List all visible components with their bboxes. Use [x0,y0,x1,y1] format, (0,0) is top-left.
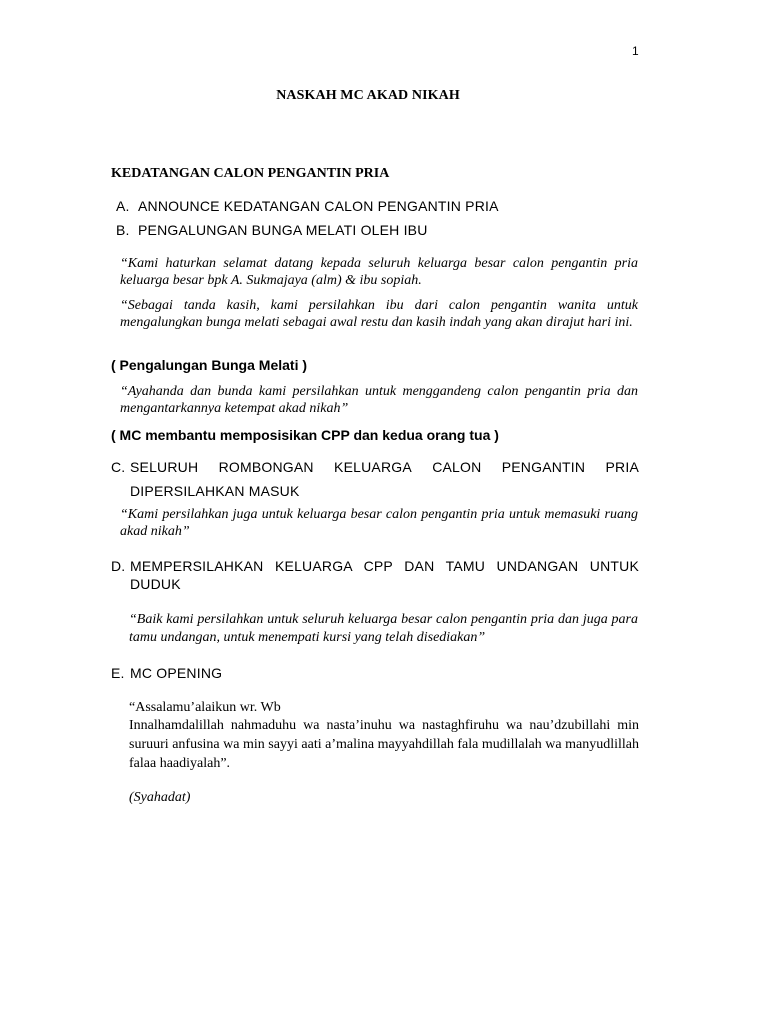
list-item-d-line1: MEMPERSILAHKAN KELUARGA CPP DAN TAMU UNDANGAN UNTUK [130,558,639,574]
list-item-d-letter: D. [111,558,126,574]
page-title-text: NASKAH MC AKAD NIKAH [276,88,460,103]
item-a-letter: A. [116,198,130,214]
list-item-e-letter: E. [111,665,125,681]
note-mc-position: ( MC membantu memposisikan CPP dan kedua orang tua ) [111,427,499,443]
list-item-c-line2: DIPERSILAHKAN MASUK [130,483,300,499]
quote-mother-invite: “Sebagai tanda kasih, kami persilahkan ibu dari calon pengantin wanita untuk mengalungkan bunga melati sebagai awal restu dan kasih indah yang akan dirajut hari ini. [120,298,638,330]
list-item-c-line1 [130,459,639,475]
page-number: 1 [632,44,639,58]
note-pengalungan: ( Pengalungan Bunga Melati ) [111,357,308,373]
item-c-word: KELUARGA [334,459,412,475]
list-item-e-text: MC OPENING [130,665,223,681]
list-item-b [116,222,428,238]
opening-prayer: Innalhamdalillah nahmaduhu wa nasta’inuhu wa nastaghfiruhu wa nau’dzubillahi min suruuri anfusina wa min sayyi aati a’malina mayyahdillah fala mudillalah wa manyudlillah falaa haadiyalah”. [129,718,639,771]
syahadat-label: (Syahadat) [129,790,191,805]
item-a-text: ANNOUNCE KEDATANGAN CALON PENGANTIN PRIA [138,198,499,214]
quote-parents-escort: “Ayahanda dan bunda kami persilahkan untuk menggandeng calon pengantin pria dan mengantarkannya ketempat akad nikah” [120,384,638,416]
list-item-a [116,198,499,214]
list-item-c-letter: C. [111,459,126,475]
quote-seating: “Baik kami persilahkan untuk seluruh keluarga besar calon pengantin pria dan juga para tamu undangan, untuk menempati kursi yang telah disediakan” [129,612,638,645]
item-c-word: CALON [432,459,482,475]
item-c-word: SELURUH [130,459,199,475]
item-c-word: ROMBONGAN [218,459,314,475]
section-heading: KEDATANGAN CALON PENGANTIN PRIA [111,166,390,181]
page-title [0,88,768,104]
item-b-text: PENGALUNGAN BUNGA MELATI OLEH IBU [138,222,428,238]
list-item-d-line2: DUDUK [130,576,181,592]
opening-greeting: “Assalamu’alaikun wr. Wb [129,700,281,715]
item-b-letter: B. [116,222,130,238]
item-c-word: PENGANTIN [501,459,586,475]
quote-welcome: “Kami haturkan selamat datang kepada seluruh keluarga besar calon pengantin pria keluarga besar bpk A. Sukmajaya (alm) & ibu sopiah. [120,256,638,288]
quote-family-enter: “Kami persilahkan juga untuk keluarga besar calon pengantin pria untuk memasuki ruang akad nikah” [120,507,638,539]
item-c-word: PRIA [605,459,639,475]
